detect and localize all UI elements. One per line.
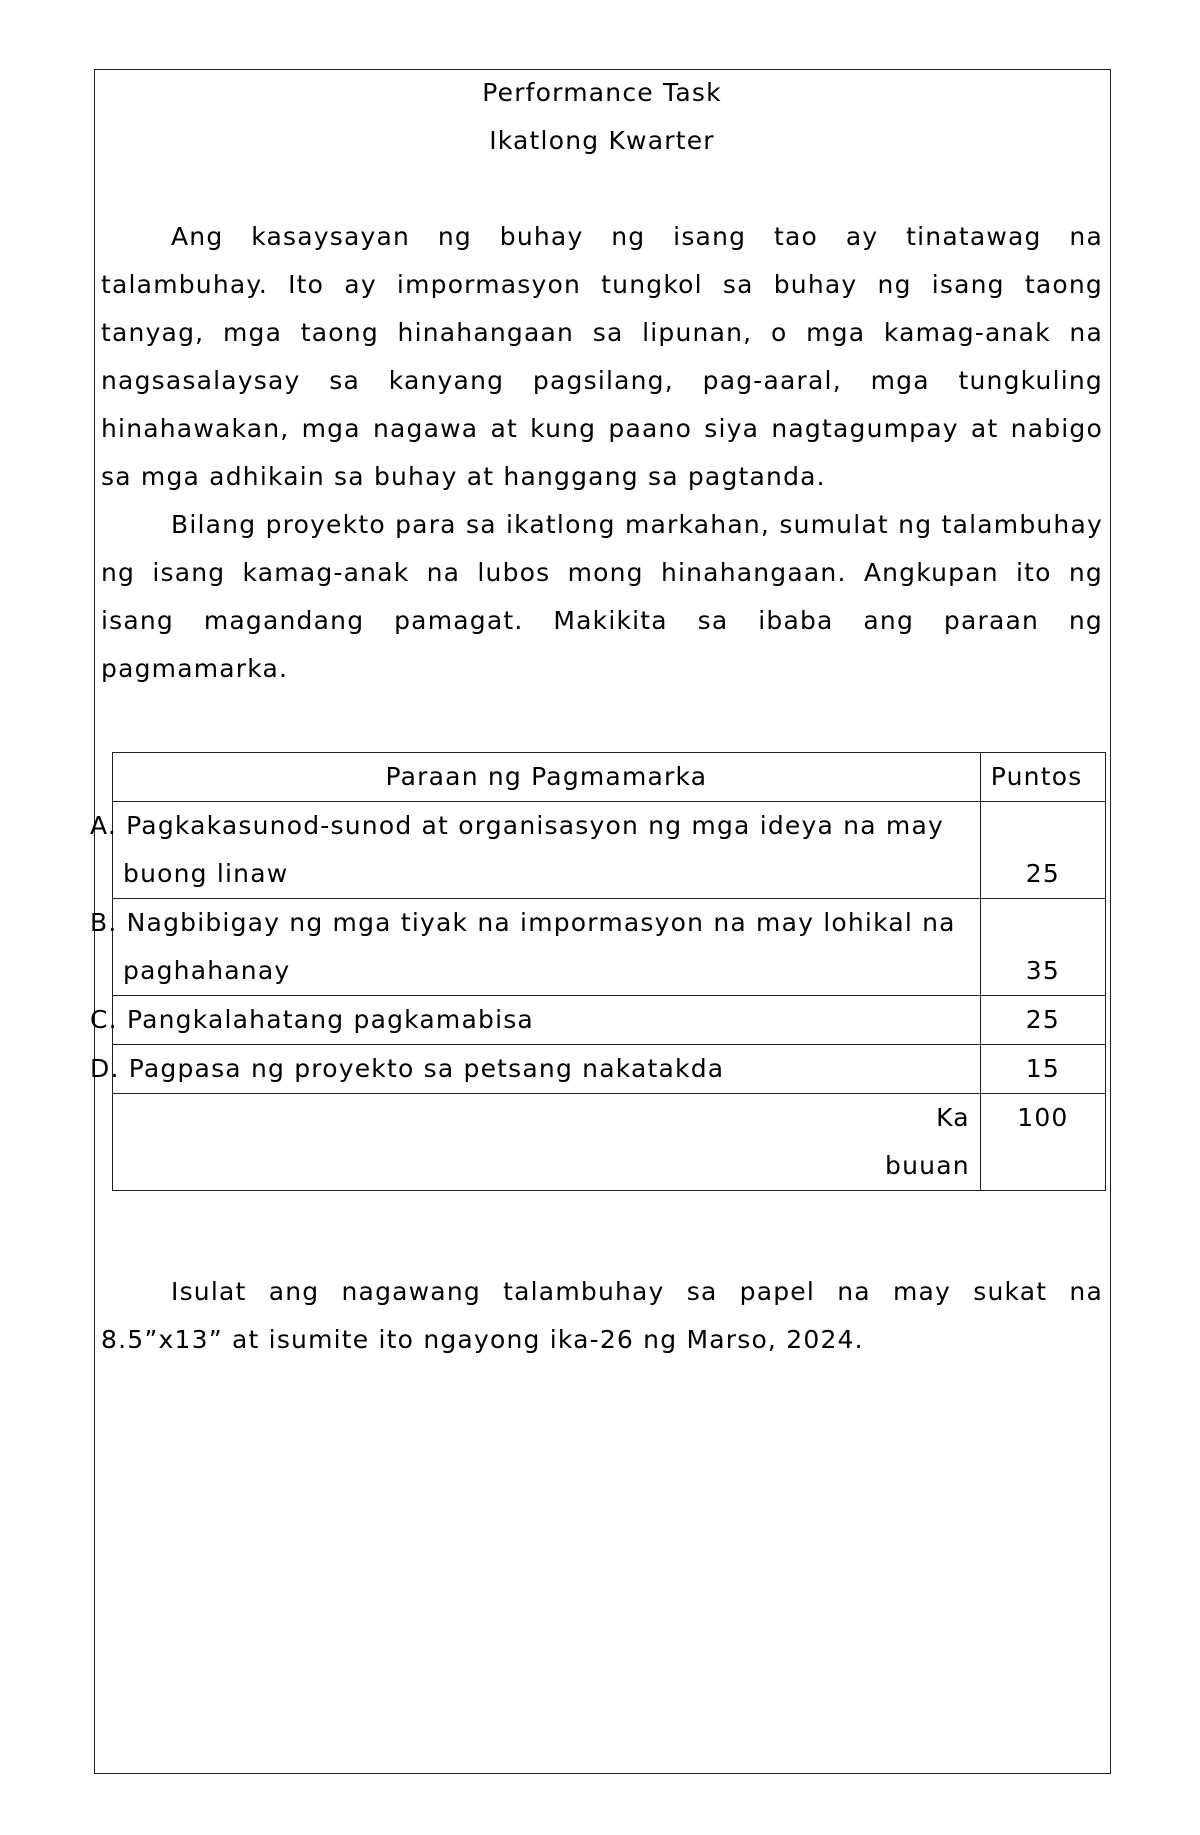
closing-paragraph: Isulat ang nagawang talambuhay sa papel na may sukat na 8.5”x13” at isumite ito ngayong ika-26 ng Marso, 2024. [101, 1277, 1103, 1354]
table-total-row [113, 1094, 1106, 1191]
total-label-line-2: buuan [885, 1151, 970, 1180]
blank-line [101, 165, 1103, 213]
intro-paragraph: Ang kasaysayan ng buhay ng isang tao ay tinatawag na talambuhay. Ito ay impormasyon tungkol sa buhay ng isang taong tanyag, mga taong hinahangaan sa lipunan, o mga kamag-anak na nagsasalaysay sa kanyang pagsilang, pag-aaral, mga tungkuling hinahawakan, mga nagawa at kung paano siya nagtagumpay at nabigo sa mga adhikain sa buhay at hanggang sa pagtanda. [101, 222, 1103, 491]
header-points: Puntos [980, 753, 1105, 802]
document-title: Performance Task [482, 78, 722, 107]
total-label-line-1: Ka [936, 1103, 970, 1132]
table-row [113, 802, 1106, 899]
total-label [113, 1094, 981, 1191]
criteria-cell: D. Pagpasa ng proyekto sa petsang nakatakda [113, 1045, 981, 1094]
table-row [113, 899, 1106, 996]
points-cell: 25 [980, 802, 1105, 899]
document-content [101, 69, 1103, 693]
table-header-row [113, 753, 1106, 802]
criteria-cell: C. Pangkalahatang pagkamabisa [113, 996, 981, 1045]
points-cell: 25 [980, 996, 1105, 1045]
total-points: 100 [980, 1094, 1105, 1191]
points-cell: 15 [980, 1045, 1105, 1094]
rubric-table [90, 752, 1106, 1191]
document-subtitle: Ikatlong Kwarter [489, 126, 715, 155]
criteria-cell: B. Nagbibigay ng mga tiyak na impormasyon na may lohikal na paghahanay [113, 899, 981, 996]
table-row [113, 1045, 1106, 1094]
criteria-cell: A. Pagkakasunod-sunod at organisasyon ng mga ideya na may buong linaw [113, 802, 981, 899]
table-row [113, 996, 1106, 1045]
header-criteria: Paraan ng Pagmamarka [113, 753, 981, 802]
points-cell: 35 [980, 899, 1105, 996]
instruction-paragraph: Bilang proyekto para sa ikatlong markahan, sumulat ng talambuhay ng isang kamag-anak na lubos mong hinahangaan. Angkupan ito ng isang magandang pamagat. Makikita sa ibaba ang paraan ng pagmamarka. [101, 510, 1103, 683]
